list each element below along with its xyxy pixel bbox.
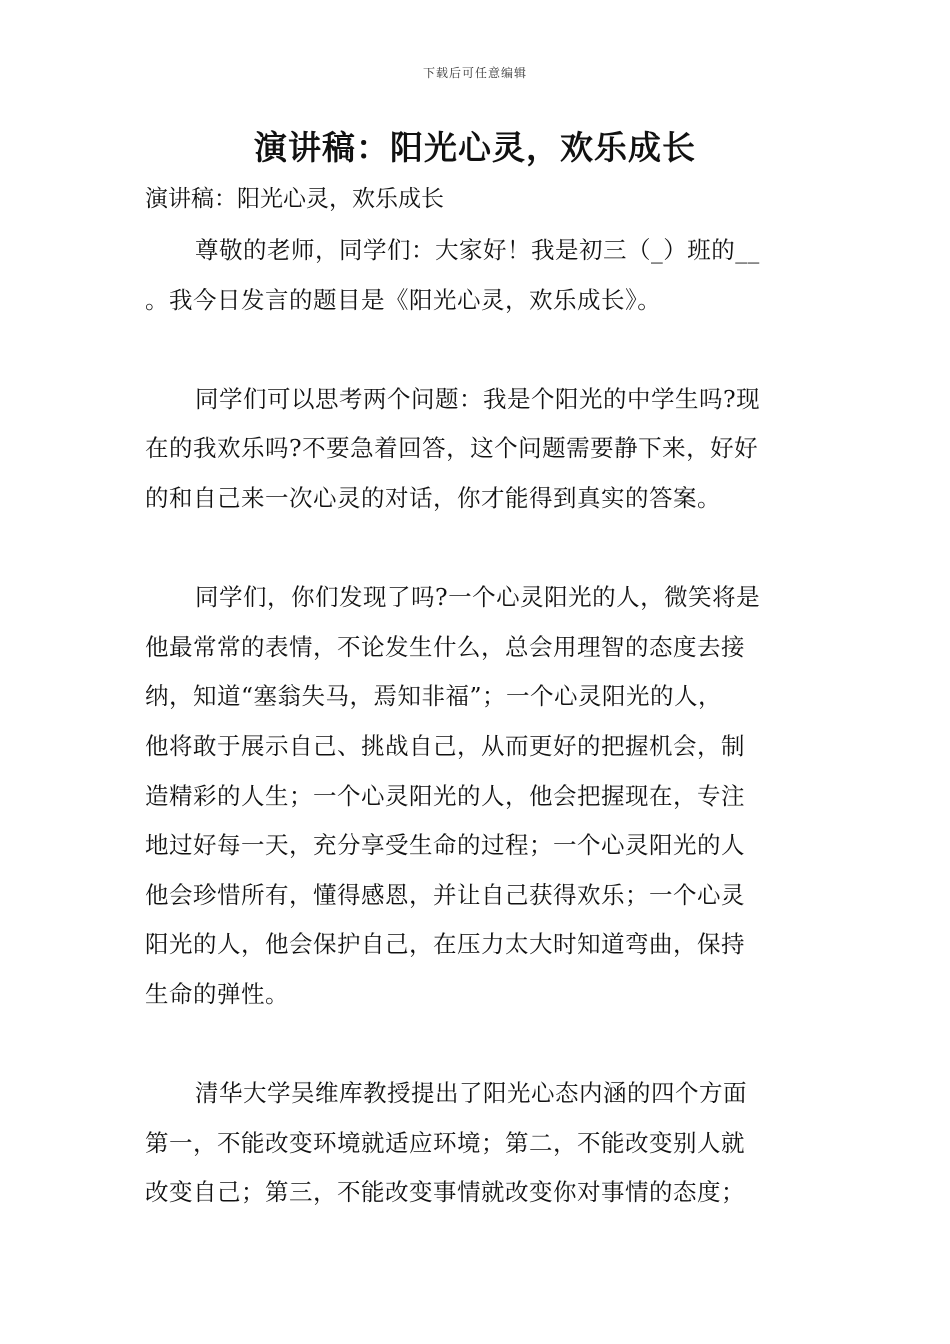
speech-body: [145, 226, 807, 1267]
paragraph-sunshine-person: [145, 573, 807, 1019]
paragraph-line: 在的我欢乐吗?不要急着回答，这个问题需要静下来，好好: [145, 434, 759, 463]
paragraph-questions: [145, 375, 807, 524]
page-title: 演讲稿：阳光心灵，欢乐成长: [254, 128, 696, 167]
paragraph-line: 造精彩的人生；一个心灵阳光的人，他会把握现在，专注: [145, 781, 745, 810]
paragraph-line: 同学们可以思考两个问题：我是个阳光的中学生吗?现: [195, 384, 761, 413]
paragraph-line: 同学们，你们发现了吗?一个心灵阳光的人，微笑将是: [195, 583, 761, 612]
paragraph-line: 他最常常的表情，不论发生什么，总会用理智的态度去接: [145, 632, 745, 661]
paragraph-line: 改变自己；第三，不能改变事情就改变你对事情的态度；: [145, 1178, 745, 1207]
paragraph-line: 第一，不能改变环境就适应环境；第二，不能改变别人就: [145, 1128, 745, 1157]
paragraph-line: 尊敬的老师，同学们：大家好！我是初三（_）班的__: [195, 236, 760, 264]
paragraph-line: 生命的弹性。: [145, 979, 289, 1008]
paragraph-professor: [145, 1069, 807, 1218]
paragraph-line: 清华大学吴维库教授提出了阳光心态内涵的四个方面: [195, 1079, 747, 1108]
paragraph-line: 纳，知道“塞翁失马，焉知非福”；一个心灵阳光的人，: [145, 682, 723, 711]
paragraph-line: 他将敢于展示自己、挑战自己，从而更好的把握机会，制: [145, 731, 745, 760]
page-subtitle: 演讲稿：阳光心灵，欢乐成长: [145, 186, 444, 212]
paragraph-line: 他会珍惜所有，懂得感恩，并让自己获得欢乐；一个心灵: [145, 880, 745, 909]
paragraph-line: 地过好每一天，充分享受生命的过程；一个心灵阳光的人: [145, 831, 745, 860]
paragraph-line: 阳光的人，他会保护自己，在压力太大时知道弯曲，保持: [145, 930, 745, 959]
paragraph-line: 。我今日发言的题目是《阳光心灵，欢乐成长》。: [145, 285, 662, 314]
paragraph-line: 的和自己来一次心灵的对话，你才能得到真实的答案。: [145, 483, 721, 512]
paragraph-greeting: [145, 226, 807, 325]
header-note: 下载后可任意编辑: [422, 66, 527, 80]
